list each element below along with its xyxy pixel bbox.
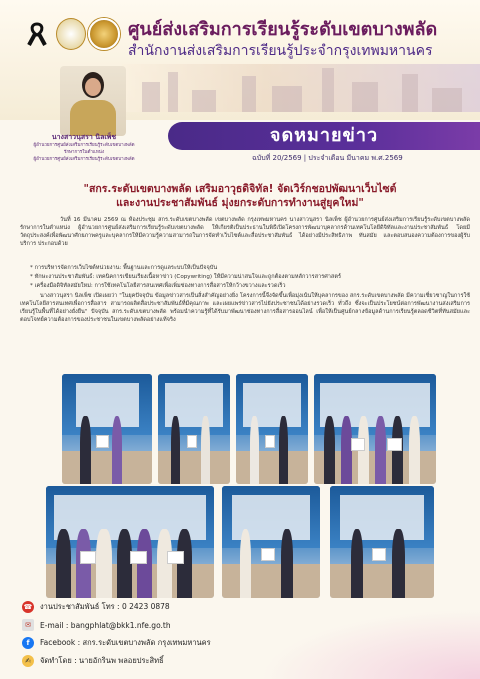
news-headline: [10, 182, 470, 210]
office-subtitle: สำนักงานส่งเสริมการเรียนรู้ประจำกรุงเทพมหานคร: [128, 43, 433, 59]
director-photo: [60, 66, 126, 136]
event-photo-3: [236, 374, 308, 484]
contact-writer-text: จัดทำโดย : นายอักรินพ พลอยประสิทธิ์: [40, 656, 164, 665]
bullet-item-1: * การบริหารจัดการเว็บไซต์หน่วยงาน: พื้นฐานและการดูแลระบบให้เป็นปัจจุบัน: [30, 265, 218, 271]
event-photo-7: [330, 486, 434, 598]
body-paragraph-1: วันที่ 16 มีนาคม 2569 ณ ห้องประชุม สกร.ระดับเขตบางพลัด เขตบางพลัด กรุงเทพมหานคร นางสาวนุสรา นิลเพ็ช ผู้อำนวยการศูนย์ส่งเสริมการเรียนรู้ระดับเขตบางพลัด รักษาการในตำแหน่ง ผู้อำนวยการศูนย์ส่งเสริมการเรียนรู้ระดับเขตบางพลัด ให้เกียรติเป็นประธานในพิธีเปิดโครงการพัฒนาบุคลากรด้านเทคโนโลยีดิจิทัลและงานประชาสัมพันธ์ โดยมีวัตถุประสงค์เพื่อพัฒนาศักยภาพครูและบุคลากรให้มีความรู้ความสามารถในการจัดทำเว็บไซต์และสื่อประชาสัมพันธ์ ได้อย่างมีประสิทธิภาพ ทันสมัย และตอบสนองความต้องการของผู้รับบริการ ประกอบด้วย: [20, 217, 470, 247]
contact-writer: [22, 654, 164, 668]
royal-seal-icon: [88, 18, 120, 50]
organization-logo-icon: [56, 18, 86, 50]
contact-facebook[interactable]: [22, 636, 211, 650]
event-photo-6: [222, 486, 320, 598]
facebook-icon: f: [22, 637, 34, 649]
event-photo-4: [314, 374, 436, 484]
body-paragraph-2: นางสาวนุสรา นิลเพ็ช เปิดเผยว่า "ในยุคปัจจุบัน ข้อมูลข่าวสารเป็นสิ่งสำคัญอย่างยิ่ง โครงการนี้จึงจัดขึ้นเพื่อมุ่งเน้นให้บุคลากรของ สกร.ระดับเขตบางพลัด มีความเชี่ยวชาญในการใช้เทคโนโลยีสารสนเทศเพื่อการสื่อสาร สามารถผลิตสื่อประชาสัมพันธ์ที่มีคุณภาพ และเผยแพร่ข่าวสารไปยังประชาชนได้อย่างรวดเร็ว ทั่วถึง ซึ่งจะเป็นประโยชน์ต่อการพัฒนางานส่งเสริมการเรียนรู้ในพื้นที่ได้อย่างยั่งยืน" ปัจจุบัน สกร.ระดับเขตบางพลัด พร้อมนำความรู้ที่ได้รับมาพัฒนาช่องทางการสื่อสารออนไลน์ เพื่อให้เป็นศูนย์กลางข้อมูลด้านการเรียนรู้ตลอดชีวิตที่ทันสมัยและตอบโจทย์ความต้องการของประชาชนในเขตบางพลัดอย่างแท้จริง: [20, 293, 470, 323]
contact-email-text[interactable]: E-mail : bangphlat@bkk1.nfe.go.th: [40, 620, 171, 630]
director-position-1: ผู้อำนวยการศูนย์ส่งเสริมการเรียนรู้ระดับเขตบางพลัด: [33, 143, 135, 148]
writer-icon: ✍: [22, 655, 34, 667]
headline-line-2: และงานประชาสัมพันธ์ มุ่งยกระดับการทำงานสู่ยุคใหม่": [116, 197, 364, 209]
newsletter-title: จดหมายข่าว: [269, 125, 379, 146]
headline-line-1: "สกร.ระดับเขตบางพลัด เสริมอาวุธดิจิทัล! จัดเวิร์กชอปพัฒนาเว็บไซต์: [83, 183, 397, 195]
contact-phone: [22, 600, 170, 614]
city-skyline: [122, 64, 480, 112]
email-icon: ✉: [22, 619, 34, 631]
newsletter-banner: [168, 122, 480, 150]
director-position-3: ผู้อำนวยการศูนย์ส่งเสริมการเรียนรู้ระดับเขตบางพลัด: [33, 157, 135, 162]
contact-facebook-text[interactable]: Facebook : สกร.ระดับเขตบางพลัด กรุงเทพมหานคร: [40, 638, 211, 647]
contact-email[interactable]: [22, 618, 171, 632]
footer-decoration: [260, 609, 480, 679]
event-photo-1: [62, 374, 152, 484]
event-photo-2: [158, 374, 230, 484]
contact-phone-text: งานประชาสัมพันธ์ โทร : 0 2423 0878: [40, 602, 170, 611]
bullet-item-3: * เครื่องมือดิจิทัลสมัยใหม่: การใช้เทคโนโลยีสารสนเทศเพื่อเพิ่มช่องทางการสื่อสารให้กว้างขวางและรวดเร็ว: [30, 283, 286, 289]
bullet-item-2: * ทักษะงานประชาสัมพันธ์: เทคนิคการเขียนเรียงเนื้อหาข่าว (Copywriting) ให้มีความน่าสนใจและถูกต้องตามหลักวารสารศาสตร์: [30, 274, 341, 280]
mourning-ribbon-icon: [26, 22, 48, 46]
issue-info: ฉบับที่ 20/2569 | ประจำเดือน มีนาคม พ.ศ.2569: [252, 154, 403, 162]
director-name: นางสาวนุสรา นิลเพ็ช: [51, 133, 117, 141]
event-photo-5: [46, 486, 214, 598]
director-panel: [0, 60, 168, 180]
center-title: ศูนย์ส่งเสริมการเรียนรู้ระดับเขตบางพลัด: [128, 19, 438, 40]
director-position-2: รักษาการในตำแหน่ง: [63, 150, 105, 155]
phone-icon: ☎: [23, 603, 33, 611]
